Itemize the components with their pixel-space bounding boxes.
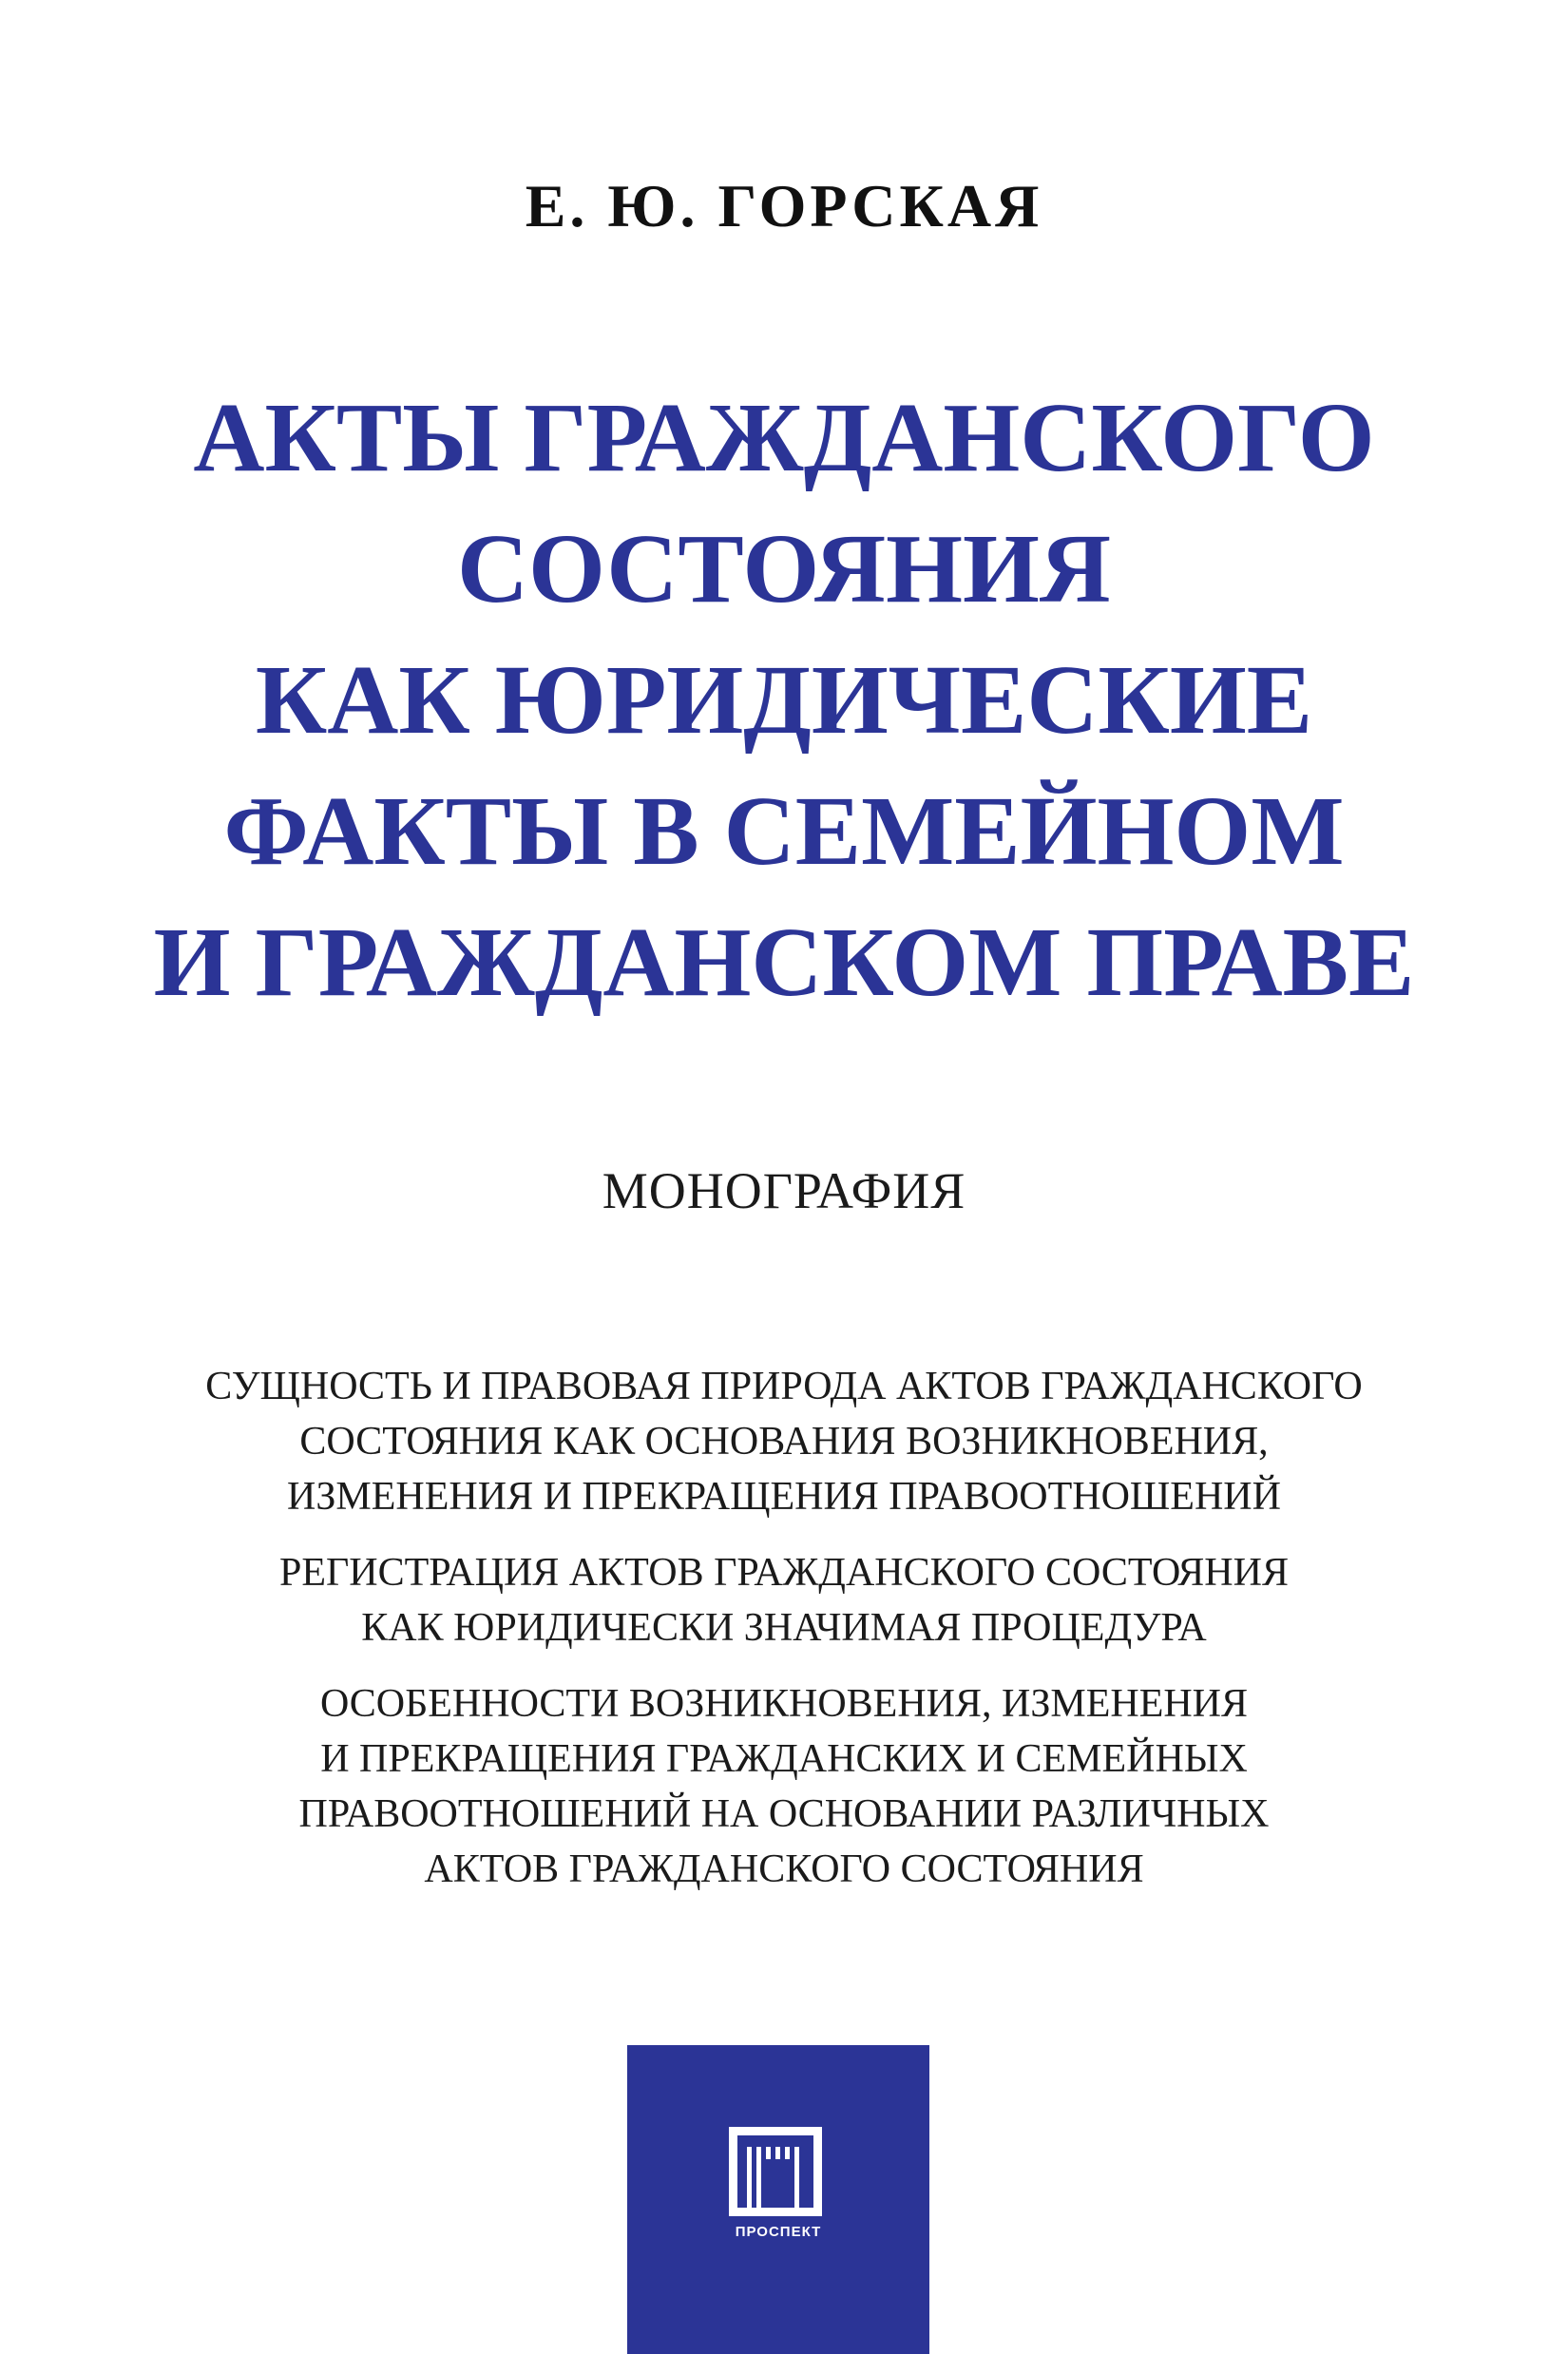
title-line: АКТЫ ГРАЖДАНСКОГО (193, 383, 1375, 492)
book-title (0, 373, 1568, 1028)
genre-label: МОНОГРАФИЯ (602, 1162, 966, 1219)
topic-line: СОСТОЯНИЯ КАК ОСНОВАНИЯ ВОЗНИКНОВЕНИЯ, (299, 1420, 1269, 1464)
topic-line: ОСОБЕННОСТИ ВОЗНИКНОВЕНИЯ, ИЗМЕНЕНИЯ (319, 1682, 1249, 1726)
publisher-name: ПРОСПЕКТ (735, 2224, 822, 2240)
topic-item (0, 1545, 1568, 1655)
topic-line: И ПРЕКРАЩЕНИЯ ГРАЖДАНСКИХ И СЕМЕЙНЫХ (320, 1737, 1248, 1781)
title-line: ФАКТЫ В СЕМЕЙНОМ (223, 776, 1345, 886)
title-line: КАК ЮРИДИЧЕСКИЕ (255, 645, 1313, 755)
author-name: Е. Ю. ГОРСКАЯ (525, 172, 1043, 239)
topic-line: АКТОВ ГРАЖДАНСКОГО СОСТОЯНИЯ (424, 1847, 1144, 1891)
topic-item (0, 1359, 1568, 1524)
topic-item (0, 1676, 1568, 1897)
topic-line: ПРАВООТНОШЕНИЙ НА ОСНОВАНИИ РАЗЛИЧНЫХ (298, 1792, 1270, 1836)
title-line: СОСТОЯНИЯ (456, 514, 1112, 623)
topic-line: КАК ЮРИДИЧЕСКИ ЗНАЧИМАЯ ПРОЦЕДУРА (361, 1606, 1207, 1650)
logo-core-shape (761, 2159, 790, 2208)
topic-line: РЕГИСТРАЦИЯ АКТОВ ГРАЖДАНСКОГО СОСТОЯНИЯ (279, 1551, 1289, 1595)
topic-line: СУЩНОСТЬ И ПРАВОВАЯ ПРИРОДА АКТОВ ГРАЖДАНСКОГО (205, 1365, 1363, 1408)
topics-list (0, 1359, 1568, 1918)
topic-line: ИЗМЕНЕНИЯ И ПРЕКРАЩЕНИЯ ПРАВООТНОШЕНИЙ (287, 1475, 1281, 1519)
title-line: И ГРАЖДАНСКОМ ПРАВЕ (153, 908, 1415, 1017)
